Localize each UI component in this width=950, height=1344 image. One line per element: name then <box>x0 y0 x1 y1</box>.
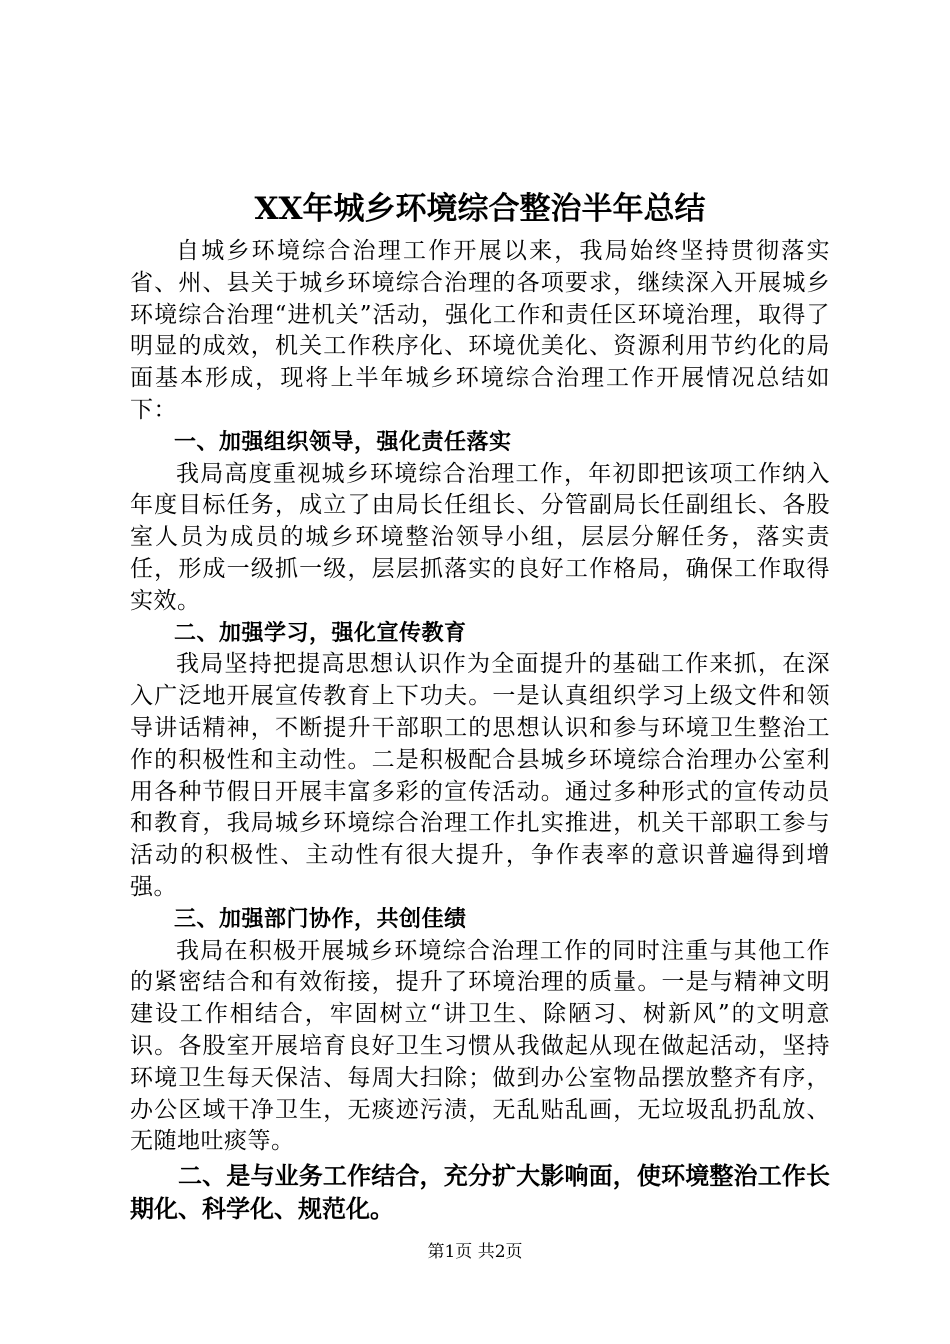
page-number: 第1页 共2页 <box>427 1242 523 1262</box>
section-body-1: 我局高度重视城乡环境综合治理工作，年初即把该项工作纳入年度目标任务，成立了由局长任组长、分管副局长任副组长、各股室人员为成员的城乡环境整治领导小组，层层分解任务，落实责任，形成一级抓一级，层层抓落实的良好工作格局，确保工作取得实效。 <box>130 460 830 614</box>
section-body-2: 我局坚持把提高思想认识作为全面提升的基础工作来抓，在深入广泛地开展宣传教育上下功夫。一是认真组织学习上级文件和领导讲话精神，不断提升干部职工的思想认识和参与环境卫生整治工作的积极性和主动性。二是积极配合县城乡环境综合治理办公室利用各种节假日开展丰富多彩的宣传活动。通过多种形式的宣传动员和教育，我局城乡环境综合治理工作扎实推进，机关干部职工参与活动的积极性、主动性有很大提升，争作表率的意识普遍得到增强。 <box>130 651 830 900</box>
page-footer <box>0 1240 950 1264</box>
document-page <box>130 186 830 1226</box>
section-heading-2: 二、加强学习，强化宣传教育 <box>174 620 467 646</box>
intro-paragraph: 自城乡环境综合治理工作开展以来，我局始终坚持贯彻落实省、州、县关于城乡环境综合治理的各项要求，继续深入开展城乡环境综合治理“进机关”活动，强化工作和责任区环境治理，取得了明显的成效，机关工作秩序化、环境优美化、资源利用节约化的局面基本形成，现将上半年城乡环境综合治理工作开展情况总结如下： <box>130 238 830 423</box>
section-body-3: 我局在积极开展城乡环境综合治理工作的同时注重与其他工作的紧密结合和有效衔接，提升了环境治理的质量。一是与精神文明建设工作相结合，牢固树立“讲卫生、除陋习、树新风”的文明意识。各股室开展培育良好卫生习惯从我做起从现在做起活动，坚持环境卫生每天保洁、每周大扫除；做到办公室物品摆放整齐有序，办公区域干净卫生，无痰迹污渍，无乱贴乱画，无垃圾乱扔乱放、无随地吐痰等。 <box>130 937 830 1155</box>
document-title: XX年城乡环境综合整治半年总结 <box>254 191 706 227</box>
section-heading-3: 三、加强部门协作，共创佳绩 <box>174 906 467 932</box>
section-heading-1: 一、加强组织领导，强化责任落实 <box>174 429 512 455</box>
closing-heading: 二、是与业务工作结合，充分扩大影响面，使环境整治工作长期化、科学化、规范化。 <box>130 1162 830 1224</box>
